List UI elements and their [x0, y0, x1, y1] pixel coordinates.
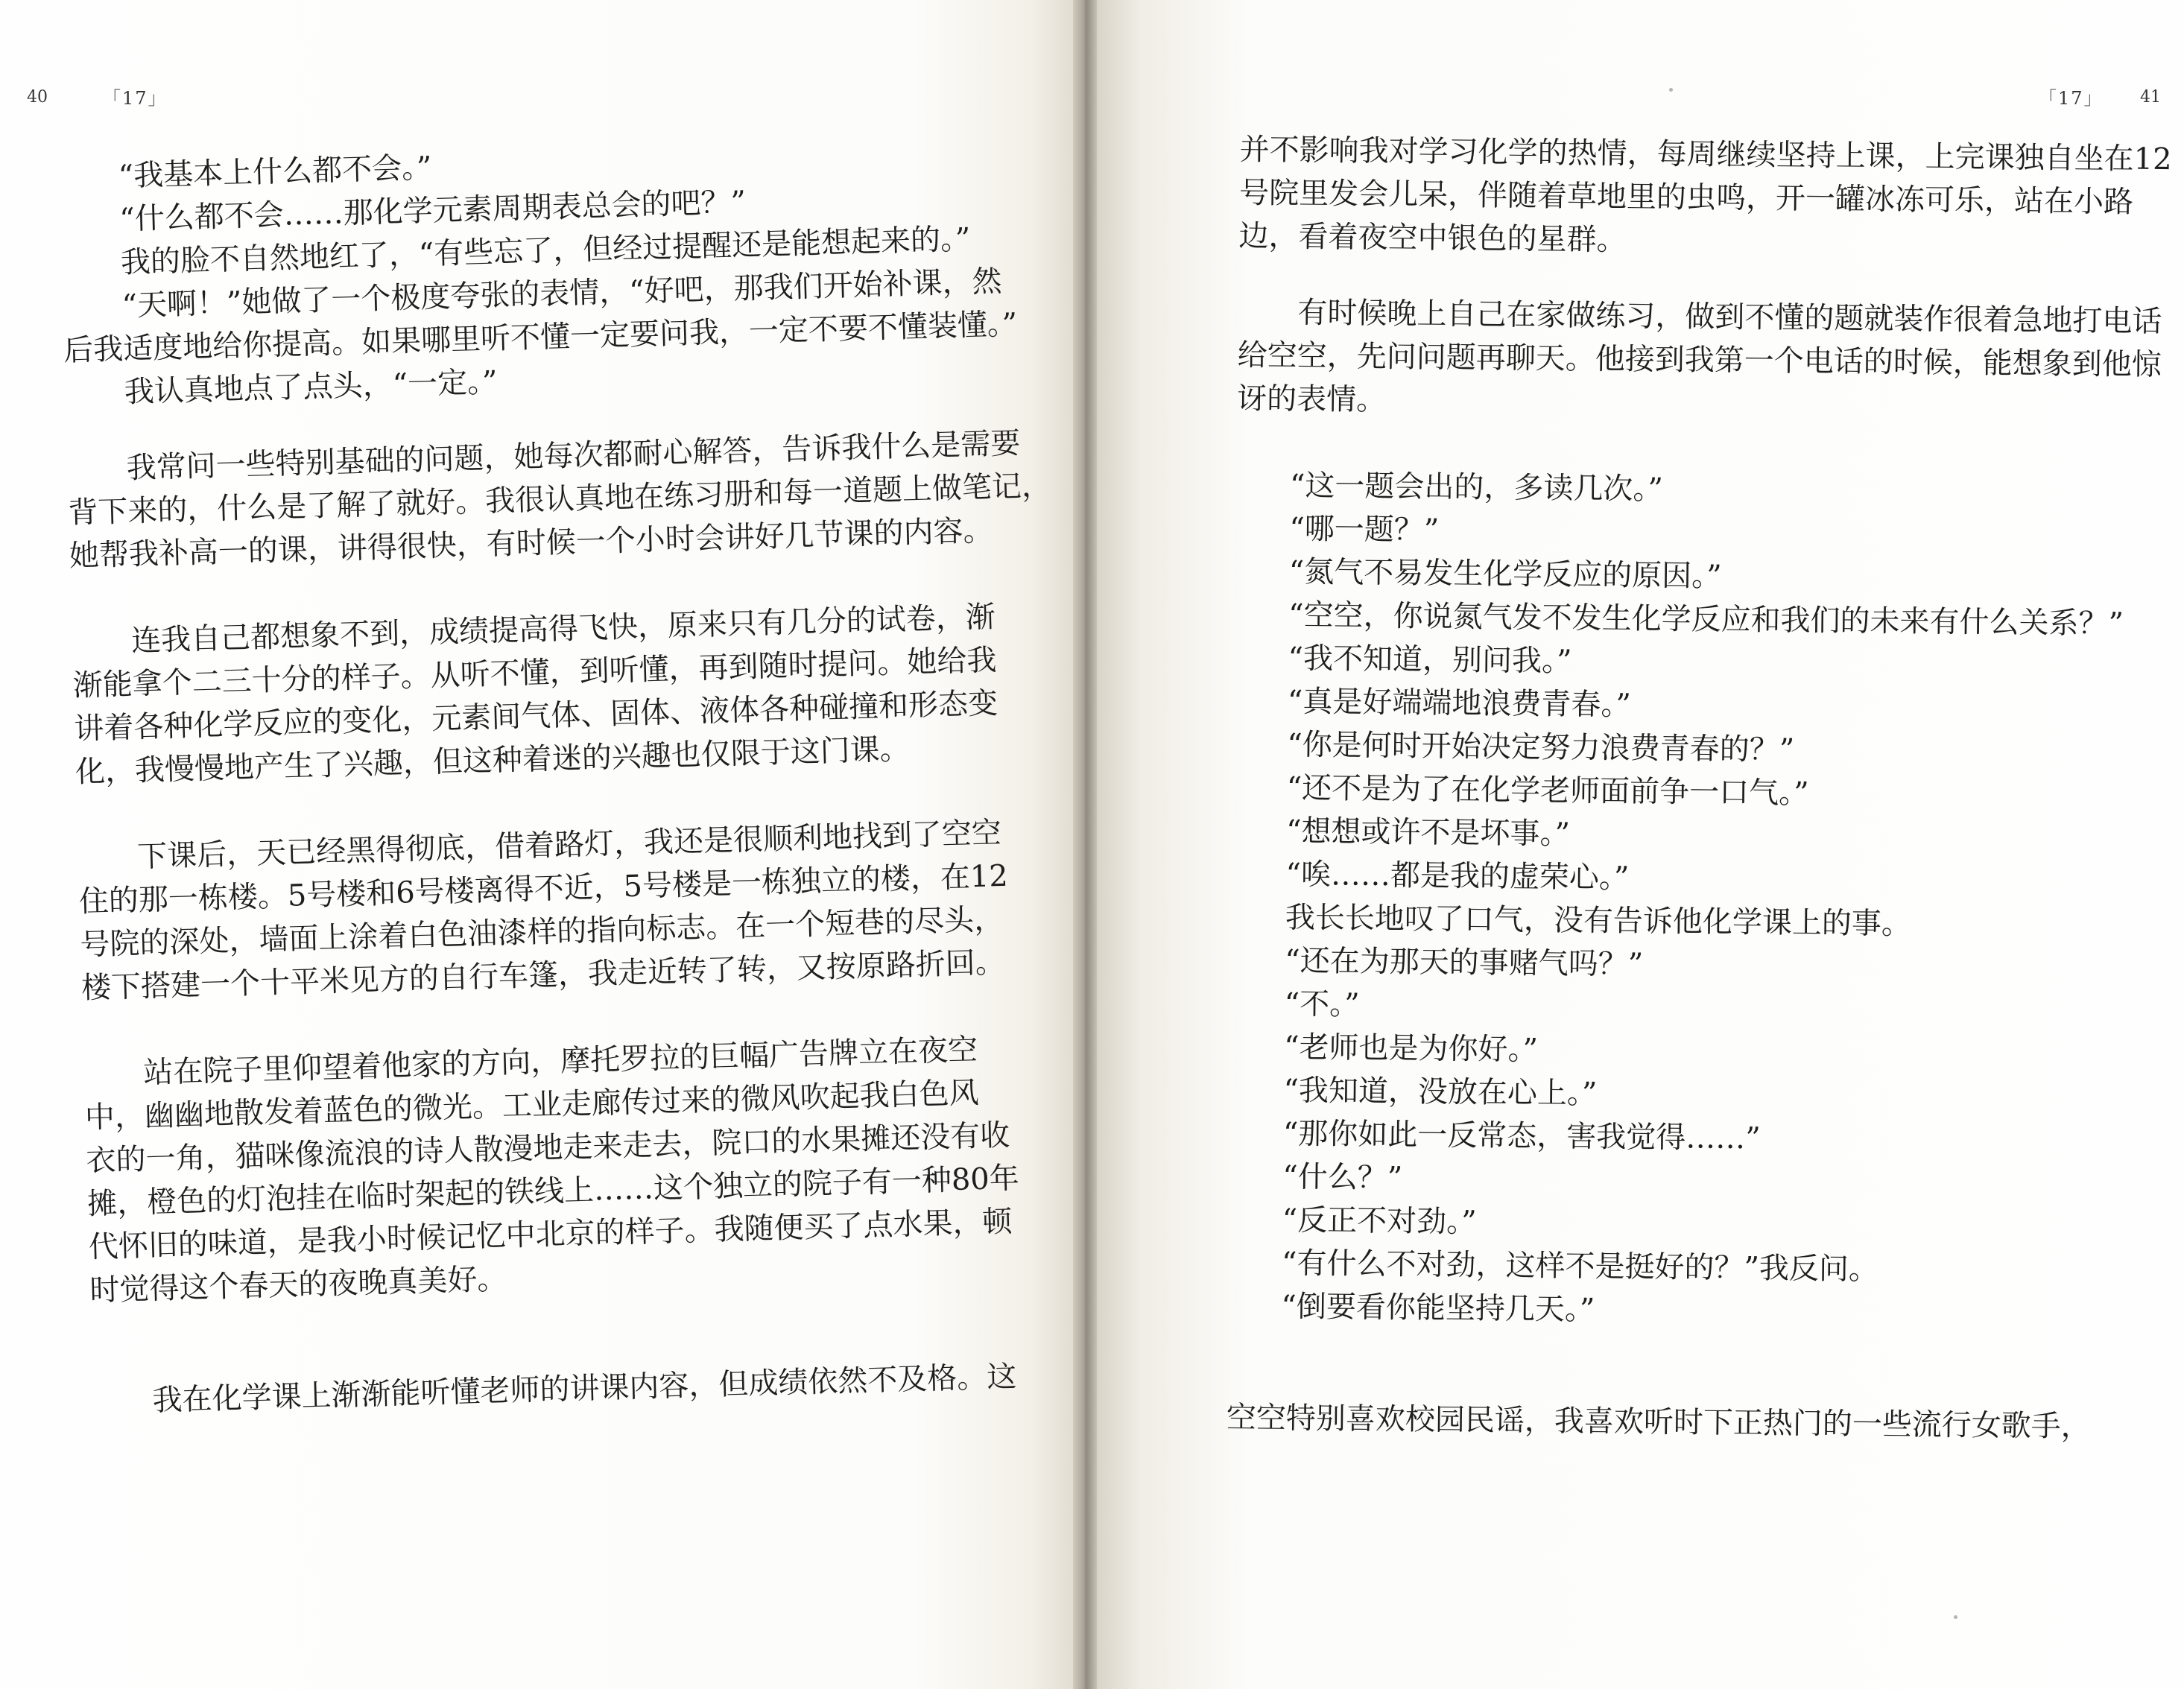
paragraph-line: “天啊！”她做了一个极度夸张的表情，“好吧，那我们开始补课，然 — [121, 264, 1003, 323]
dialogue-line: “还不是为了在化学老师面前争一口气。” — [1286, 770, 1809, 811]
dialogue-line: “我不知道，别问我。” — [1288, 641, 1572, 679]
paragraph-line: 楼下搭建一个十平米见方的自行车篷，我走近转了转，又按原路折回。 — [80, 945, 1006, 1006]
paragraph-line: 下课后，天已经黑得彻底，借着路灯，我还是很顺利地找到了空空 — [136, 816, 1002, 875]
dialogue-line: “这一题会出的，多读几次。” — [1289, 468, 1664, 507]
dialogue-line: “空空，你说氮气发不发生化学反应和我们的未来有什么关系？” — [1288, 598, 2124, 641]
paragraph-line: 有时候晚上自己在家做练习，做到不懂的题就装作很着急地打电话 — [1297, 295, 2162, 339]
paragraph-line: 连我自己都想象不到，成绩提高得飞快，原来只有几分的试卷，渐 — [130, 600, 996, 659]
paragraph-line: 住的那一栋楼。5号楼和6号楼离得不近，5号楼是一栋独立的楼，在12 — [78, 858, 1009, 919]
paragraph-line: 摊，橙色的灯泡挂在临时架起的铁线上……这个独立的院子有一种80年 — [86, 1161, 1020, 1222]
left-page — [0, 0, 1073, 1689]
paragraph-line: 时觉得这个春天的夜晚真美好。 — [89, 1261, 507, 1308]
paragraph-line: 并不影响我对学习化学的热情，每周继续坚持上课，上完课独自坐在12 — [1239, 132, 2172, 177]
paragraph-line: 她帮我补高一的课，讲得很快，有时候一个小时会讲好几节课的内容。 — [69, 513, 994, 574]
paper-speck — [1954, 1615, 1957, 1619]
paragraph-line: 讲着各种化学反应的变化，元素间气体、固体、液体各种碰撞和形态变 — [73, 686, 998, 747]
paragraph-line: 站在院子里仰望着他家的方向，摩托罗拉的巨幅广告牌立在夜空 — [142, 1033, 978, 1091]
left-page-text — [58, 130, 1062, 1425]
paragraph-line: 化，我慢慢地产生了兴趣，但这种着迷的兴趣也仅限于这门课。 — [75, 732, 911, 790]
dialogue-line: “反正不对劲。” — [1282, 1202, 1477, 1240]
dialogue-line: “我知道，没放在心上。” — [1283, 1073, 1598, 1112]
dialogue-line: 我长长地叹了口气，没有告诉他化学课上的事。 — [1285, 900, 1912, 942]
paragraph-line: 边，看着夜空中银色的星群。 — [1238, 218, 1627, 258]
dialogue-line: “倒要看你能坚持几天。” — [1281, 1289, 1595, 1328]
book-gutter — [1073, 0, 1097, 1689]
dialogue-line: “氮气不易发生化学反应的原因。” — [1288, 554, 1722, 594]
paragraph: “什么都不会……那化学元素周期表总会的吧？” — [118, 185, 747, 237]
page-number: 40 — [27, 88, 48, 107]
paragraph: 我的脸不自然地红了，“有些忘了，但经过提醒还是能想起来的。” — [120, 221, 972, 280]
paragraph-line: 背下来的，什么是了解了就好。我很认真地在练习册和每一道题上做笔记， — [67, 468, 1052, 530]
dialogue-line: “想想或许不是坏事。” — [1285, 814, 1571, 852]
dialogue-line: “你是何时开始决定努力浪费青春的？” — [1287, 727, 1795, 767]
dialogue-line: “有什么不对劲，这样不是挺好的？”我反问。 — [1281, 1246, 1879, 1287]
dialogue-line: “那你如此一反常态，害我觉得……” — [1282, 1116, 1761, 1156]
paragraph-line: 空空特别喜欢校园民谣，我喜欢听时下正热门的一些流行女歌手， — [1226, 1400, 2092, 1445]
right-page — [1097, 0, 2184, 1689]
dialogue-line: “什么？” — [1282, 1159, 1403, 1196]
dialogue-line: “唉……都是我的虚荣心。” — [1285, 857, 1630, 896]
running-head: 「17」 — [2039, 88, 2104, 109]
dialogue-line: “哪一题？” — [1289, 511, 1440, 548]
dialogue-line: “真是好端端地浪费青春。” — [1287, 684, 1632, 723]
paragraph-line: 号院里发会儿呆，伴随着草地里的虫鸣，开一罐冰冻可乐，站在小路 — [1238, 175, 2134, 220]
paragraph-line: 渐能拿个二三十分的样子。从听不懂，到听懂，再到随时提问。她给我 — [72, 643, 998, 703]
paragraph-line: 中，幽幽地散发着蓝色的微光。工业走廊传过来的微风吹起我白色风 — [84, 1075, 980, 1135]
right-page-text — [1226, 128, 2172, 1449]
paragraph-line: 我常问一些特别基础的问题，她每次都耐心解答，告诉我什么是需要 — [126, 426, 1021, 486]
paragraph-line: 讶的表情。 — [1236, 381, 1387, 418]
paragraph-line: 代怀旧的味道，是我小时候记忆中北京的样子。我随便买了点水果，顿 — [88, 1204, 1013, 1265]
paragraph: “我基本上什么都不会。” — [118, 150, 433, 194]
paragraph: 我认真地点了点头，“一定。” — [124, 364, 498, 410]
paragraph-line: 我在化学课上渐渐能听懂老师的讲课内容，但成绩依然不及格。这 — [152, 1359, 1017, 1419]
paragraph-line: 号院的深处，墙面上涂着白色油漆样的指向标志。在一个短巷的尽头， — [79, 901, 1004, 963]
dialogue-line: “还在为那天的事赌气吗？” — [1285, 943, 1644, 982]
running-head: 「17」 — [103, 88, 168, 109]
paragraph-line: 给空空，先问问题再聊天。他接到我第一个电话的时候，能想象到他惊 — [1237, 338, 2162, 382]
paragraph-line: 衣的一角，猫咪像流浪的诗人散漫地走来走去，院口的水果摊还没有收 — [86, 1118, 1010, 1179]
dialogue-line: “不。” — [1284, 986, 1360, 1022]
page-number: 41 — [2140, 88, 2161, 107]
dialogue-line: “老师也是为你好。” — [1283, 1030, 1539, 1068]
paragraph-line: 后我适度地给你提高。如果哪里听不懂一定要问我，一定不要不懂装懂。” — [63, 307, 1018, 368]
paper-speck — [1669, 88, 1673, 92]
